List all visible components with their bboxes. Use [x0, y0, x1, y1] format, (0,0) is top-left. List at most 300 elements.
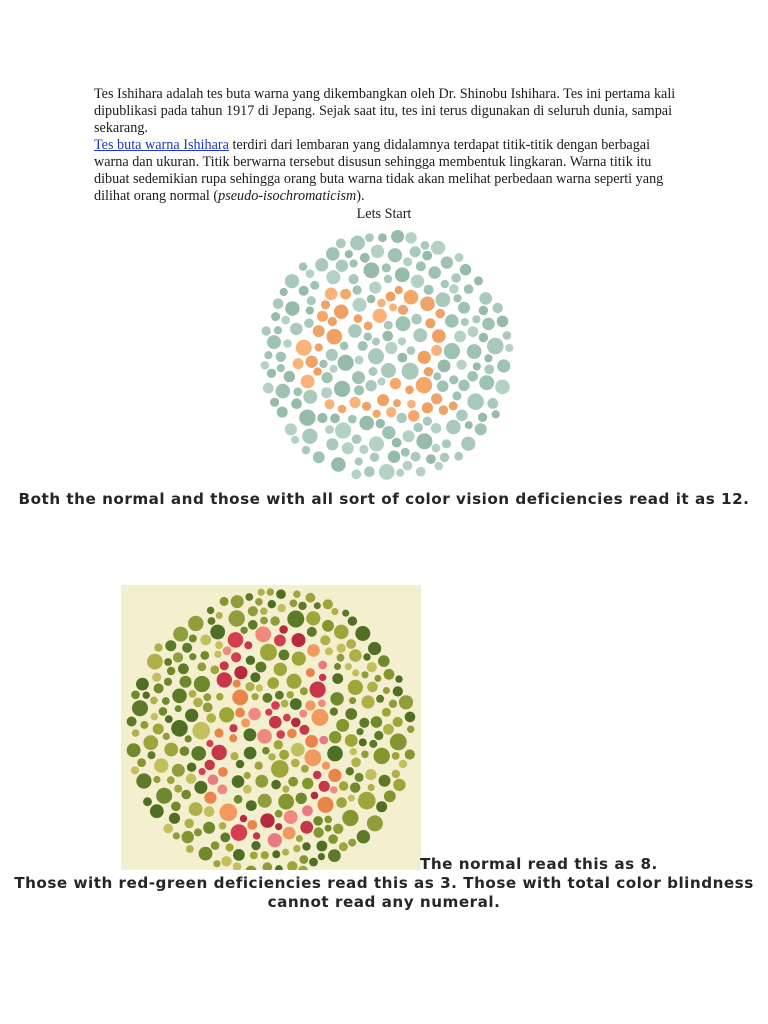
plate-8-figure-dot [328, 769, 341, 782]
plate-8-background-dot [345, 708, 357, 720]
plate-12-background-dot [302, 429, 317, 444]
plate-8-background-dot [336, 797, 347, 808]
plate-12-background-dot [454, 452, 463, 461]
plate-8-background-dot [291, 759, 300, 768]
plate-8-background-dot [389, 700, 397, 708]
plate-12-background-dot [472, 315, 480, 323]
plate-8-background-dot [275, 810, 283, 818]
plate-8-figure-dot [220, 804, 238, 822]
plate-12-background-dot [465, 421, 473, 429]
plate-12-background-dot [367, 295, 376, 304]
plate-12-background-dot [263, 383, 274, 394]
plate-8-background-dot [279, 650, 290, 661]
plate-8-background-dot [220, 597, 229, 606]
plate-8-background-dot [194, 676, 210, 692]
plate-8-background-dot [271, 780, 281, 790]
plate-8-figure-dot [212, 745, 227, 760]
plate-8-background-dot [206, 713, 216, 723]
plate-8-figure-dot [310, 682, 326, 698]
plate-12-figure-dot [398, 305, 408, 315]
plate-12-background-dot [270, 398, 279, 407]
plate-8-background-dot [272, 850, 280, 858]
plate-12-background-dot [359, 445, 368, 454]
plate-8-background-dot [345, 663, 352, 670]
plate-12-background-dot [355, 356, 364, 365]
plate-12-background-dot [416, 261, 426, 271]
plate-8-background-dot [255, 762, 263, 770]
plate-12-background-dot [350, 236, 365, 251]
plate-8-background-dot [207, 607, 214, 614]
plate-12-background-dot [464, 284, 474, 294]
plate-8-figure-dot [330, 786, 337, 793]
plate-8-figure-dot [253, 832, 260, 839]
plate-8-background-dot [197, 662, 206, 671]
plate-8-background-dot [151, 713, 158, 720]
plate-12-figure-dot [334, 305, 348, 319]
plate-8-background-dot [393, 686, 403, 696]
plate-12-figure-dot [416, 377, 432, 393]
plate-12-background-dot [317, 413, 327, 423]
plate-12-figure-dot [373, 309, 387, 323]
plate-12-background-dot [299, 286, 309, 296]
plate-12-background-dot [436, 292, 451, 307]
plate-8-figure-dot [302, 805, 313, 816]
plate-8-figure-dot [257, 729, 272, 744]
plate-8-background-dot [306, 593, 316, 603]
plate-8-figure-dot [276, 730, 285, 739]
plate-8-figure-dot [233, 680, 241, 688]
intro-paragraph-1: Tes Ishihara adalah tes buta warna yang dikembangkan oleh Dr. Shinobu Ishihara. Tes ini pertama kali dipublikasi pada tahun 1917 di Jepang. Sejak saat itu, tes ini terus digunakan di seluruh dunia, sampai sekarang. [94, 86, 676, 136]
plate-8-background-dot [252, 693, 259, 700]
plate-8-background-dot [382, 708, 391, 717]
plate-12-background-dot [322, 372, 333, 383]
plate-8-background-dot [140, 721, 148, 729]
plate-8-background-dot [348, 680, 363, 695]
plate-8-background-dot [267, 588, 274, 595]
plate-8-background-dot [180, 746, 190, 756]
plate-8-background-dot [164, 743, 178, 757]
plate-12-background-dot [413, 423, 423, 433]
plate-8-background-dot [189, 635, 197, 643]
plate-12-background-dot [307, 296, 316, 305]
plate-12-figure-dot [389, 303, 397, 311]
plate-8-background-dot [194, 781, 207, 794]
plate-8-background-dot [182, 831, 194, 843]
plate-12-background-dot [364, 333, 372, 341]
plate-12-background-dot [434, 462, 443, 471]
plate-12-background-dot [310, 281, 319, 290]
plate-12-background-dot [484, 365, 494, 375]
plate-8-background-dot [255, 598, 263, 606]
plate-12-figure-dot [435, 309, 445, 319]
plate-12-background-dot [276, 352, 286, 362]
plate-8-background-dot [127, 717, 137, 727]
plate-12-background-dot [398, 337, 406, 345]
plate-12-background-dot [460, 264, 471, 275]
plate-8-background-dot [185, 735, 192, 742]
plate-8-figure-dot [241, 718, 250, 727]
plate-12-figure-dot [449, 401, 458, 410]
plate-8-background-dot [342, 810, 358, 826]
plate-8-figure-dot [229, 724, 237, 732]
plate-12-background-dot [359, 416, 374, 431]
plate-8-figure-dot [284, 810, 298, 824]
plate-12-background-dot [331, 457, 346, 472]
plate-8-background-dot [175, 705, 182, 712]
plate-12-background-dot [411, 275, 424, 288]
plate-8-background-dot [298, 602, 306, 610]
plate-12-figure-dot [404, 290, 419, 305]
plate-8-background-dot [245, 682, 254, 691]
plate-12-figure-dot [377, 299, 386, 308]
plate-12-background-dot [381, 363, 396, 378]
plate-8-background-dot [226, 843, 234, 851]
plate-12-background-dot [405, 232, 416, 243]
plate-12-background-dot [413, 328, 427, 342]
plate-8-background-dot [323, 599, 333, 609]
plate-8-figure-dot [322, 762, 330, 770]
plate-12-figure-dot [405, 386, 414, 395]
plate-8-background-dot [165, 715, 173, 723]
plate-8-background-dot [256, 662, 267, 673]
plate-12-figure-dot [377, 394, 389, 406]
plate-8-background-dot [162, 697, 170, 705]
plate-8-background-dot [378, 655, 390, 667]
plate-12-background-dot [345, 250, 353, 258]
plate-12-background-dot [401, 448, 410, 457]
plate-8-figure-dot [306, 668, 315, 677]
plate-8-figure-dot [268, 833, 282, 847]
plate-8-figure-dot [291, 718, 301, 728]
plate-8-background-dot [293, 591, 300, 598]
plate-8-background-dot [173, 627, 188, 642]
plate-8-figure-dot [311, 792, 319, 800]
plate-8-figure-dot [206, 740, 213, 747]
plate-12-background-dot [479, 375, 494, 390]
plate-12-background-dot [487, 398, 498, 409]
plate-12-background-dot [353, 285, 362, 294]
plate-8-background-dot [150, 697, 158, 705]
plate-12-background-dot [369, 436, 384, 451]
plate-12-background-dot [424, 285, 434, 295]
plate-12-background-dot [478, 413, 487, 422]
plate-8-background-dot [187, 763, 196, 772]
plate-8-figure-dot [228, 632, 244, 648]
intro-text [94, 86, 679, 205]
plate-12-background-dot [326, 270, 340, 284]
plate-8-background-dot [194, 828, 202, 836]
plate-12-background-dot [382, 331, 393, 342]
plate-8-background-dot [208, 617, 216, 625]
plate-8-caption-deficiency: Those with red-green deficiencies read this as 3. Those with total color blindness cannot read any numeral. [14, 874, 754, 911]
plate-8-background-dot [167, 776, 175, 784]
plate-12-background-dot [479, 333, 488, 342]
plate-8-background-dot [274, 663, 287, 676]
plate-8-background-dot [302, 778, 313, 789]
plate-8-figure-dot [318, 797, 334, 813]
plate-12-background-dot [291, 436, 299, 444]
plate-8-background-dot [268, 753, 275, 760]
plate-8-background-dot [407, 726, 414, 733]
plate-8-background-dot [399, 695, 413, 709]
plate-12-figure-dot [325, 399, 335, 409]
plate-8-background-dot [143, 797, 152, 806]
plate-8-background-dot [371, 716, 383, 728]
plate-12-background-dot [378, 378, 386, 386]
plate-12-figure-dot [328, 317, 337, 326]
plate-12-background-dot [306, 306, 314, 314]
intro-term-italic: pseudo-isochromaticism [218, 188, 357, 204]
plate-8-background-dot [282, 786, 289, 793]
plate-12-background-dot [431, 241, 445, 255]
plate-8-background-dot [256, 684, 263, 691]
plate-8-background-dot [296, 835, 303, 842]
plate-8-background-dot [248, 620, 258, 630]
plate-12-background-dot [342, 442, 354, 454]
plate-8-background-dot [329, 731, 341, 743]
plate-8-figure-dot [299, 710, 307, 718]
ishihara-link[interactable]: Tes buta warna Ishihara [94, 137, 229, 153]
plate-8-background-dot [251, 841, 260, 850]
plate-8-background-dot [154, 643, 162, 651]
plate-8-background-dot [318, 853, 325, 860]
plate-8-background-dot [181, 790, 191, 800]
plate-12-dots [261, 230, 514, 480]
plate-12-background-dot [335, 422, 351, 438]
plate-8-figure-dot [305, 735, 318, 748]
plate-8-background-dot [214, 651, 221, 658]
plate-12-background-dot [416, 467, 426, 477]
plate-8-background-dot [367, 815, 383, 831]
plate-8-background-dot [244, 728, 257, 741]
plate-8-background-dot [357, 830, 370, 843]
plate-12-figure-dot [301, 375, 315, 389]
plate-8-background-dot [163, 824, 173, 834]
plate-12-background-dot [396, 469, 404, 477]
plate-8-background-dot [250, 672, 260, 682]
plate-12-background-dot [421, 241, 430, 250]
plate-8-background-dot [320, 635, 330, 645]
plate-12-figure-dot [386, 407, 396, 417]
plate-8-background-dot [215, 641, 223, 649]
plate-12-figure-dot [315, 343, 323, 351]
plate-8-background-dot [288, 777, 298, 787]
plate-12-background-dot [354, 385, 364, 395]
plate-12-background-dot [299, 410, 315, 426]
plate-8-background-dot [330, 692, 343, 705]
plate-8-background-dot [255, 775, 268, 788]
plate-8-background-dot [203, 822, 215, 834]
plate-8-background-dot [328, 849, 341, 862]
plate-8-background-dot [287, 674, 302, 689]
plate-12-background-dot [484, 354, 492, 362]
plate-8-figure-dot [318, 700, 326, 708]
plate-8-background-dot [367, 682, 378, 693]
plate-8-background-dot [287, 691, 294, 698]
plate-8-background-dot [356, 728, 363, 735]
plate-12-background-dot [276, 384, 291, 399]
plate-8-background-dot [132, 700, 148, 716]
plate-8-background-dot [299, 855, 308, 864]
plate-8-background-dot [232, 775, 245, 788]
plate-12-background-dot [271, 312, 280, 321]
plate-8-background-dot [290, 599, 298, 607]
plate-8-background-dot [322, 620, 334, 632]
plate-12-background-dot [369, 282, 381, 294]
plate-8-figure-dot [274, 635, 286, 647]
plate-8-background-dot [131, 691, 140, 700]
plate-8-figure-dot [311, 709, 328, 726]
plate-12-background-dot [444, 343, 460, 359]
plate-8-background-dot [313, 827, 323, 837]
plate-12-background-dot [340, 342, 349, 351]
plate-12-background-dot [326, 438, 338, 450]
plate-12-background-dot [402, 363, 419, 380]
plate-8-background-dot [399, 760, 407, 768]
plate-12-background-dot [365, 233, 374, 242]
plate-8-background-dot [244, 747, 257, 760]
plate-12-background-dot [451, 273, 461, 283]
plate-8-background-dot [279, 750, 289, 760]
plate-12-background-dot [416, 433, 432, 449]
plate-8-background-dot [127, 743, 141, 757]
plate-8-background-dot [258, 589, 265, 596]
plate-12-figure-dot [325, 288, 338, 301]
plate-8-background-dot [245, 593, 253, 601]
plate-8-background-dot [210, 665, 219, 674]
plate-12-background-dot [277, 407, 288, 418]
plate-8-background-dot [211, 841, 220, 850]
plate-8-background-dot [191, 746, 206, 761]
plate-8-figure-dot [313, 771, 321, 779]
plate-12-background-dot [403, 461, 413, 471]
plate-8-background-dot [260, 644, 277, 661]
plate-12-background-dot [334, 381, 350, 397]
plate-12-background-dot [382, 263, 391, 272]
plate-8-background-dot [281, 700, 289, 708]
plate-8-figure-dot [265, 709, 272, 716]
plate-8-background-dot [359, 738, 367, 746]
plate-12-figure-dot [313, 367, 321, 375]
lets-start-label: Lets Start [356, 206, 412, 222]
plate-8-background-dot [292, 652, 306, 666]
plate-12-background-dot [449, 284, 458, 293]
plate-12-background-dot [358, 341, 368, 351]
plate-12-background-dot [267, 369, 276, 378]
plate-12-figure-dot [338, 405, 347, 414]
plate-12-background-dot [497, 359, 510, 372]
plate-8-background-dot [188, 616, 203, 631]
plate-12-background-dot [353, 298, 367, 312]
intro-paragraph-2-text: terdiri dari lembaran yang didalamnya terdapat titik-titik dengan berbagai warna dan ukuran. Titik berwarna tersebut disusun sehingga membentuk lingkaran. Warna titik itu dibuat sedemikian rupa sehingga orang buta warna tidak akan melihat perbedaan warna seperti yang dilihat orang normal ( [94, 137, 664, 204]
plate-12-background-dot [403, 257, 412, 266]
plate-12-background-dot [352, 434, 362, 444]
plate-12-background-dot [396, 316, 411, 331]
plate-12-background-dot [364, 466, 375, 477]
plate-8-background-dot [405, 712, 416, 723]
plate-12-background-dot [376, 419, 385, 428]
plate-8-background-dot [216, 693, 223, 700]
plate-8-background-dot [348, 616, 357, 625]
plate-12-background-dot [303, 390, 317, 404]
plate-12-background-dot [428, 266, 441, 279]
plate-12-background-dot [379, 464, 395, 480]
plate-8-background-dot [230, 752, 238, 760]
plate-8-background-dot [246, 800, 257, 811]
plate-8-background-dot [263, 693, 273, 703]
plate-12-background-dot [437, 380, 449, 392]
plate-8-background-dot [368, 784, 375, 791]
plate-8-background-dot [193, 698, 203, 708]
plate-12-background-dot [474, 276, 483, 285]
plate-12-background-dot [262, 326, 271, 335]
plate-12-background-dot [302, 446, 310, 454]
plate-8-background-dot [143, 735, 158, 750]
plate-12-background-dot [423, 417, 432, 426]
plate-12-background-dot [364, 262, 380, 278]
plate-8-background-dot [361, 671, 368, 678]
plate-12-figure-dot [386, 292, 396, 302]
plate-8-background-dot [328, 834, 338, 844]
plate-8-figure-dot [283, 827, 296, 840]
plate-8-background-dot [348, 839, 356, 847]
plate-12-background-dot [391, 230, 404, 243]
plate-8-background-dot [395, 675, 402, 682]
plate-8-background-dot [137, 758, 146, 767]
plate-12-figure-dot [439, 405, 449, 415]
plate-8-figure-dot [217, 672, 232, 687]
plate-12-background-dot [487, 338, 504, 355]
plate-12-figure-dot [354, 314, 363, 323]
plate-12-background-dot [368, 348, 384, 364]
ishihara-plate-8 [121, 585, 421, 870]
plate-12-background-dot [446, 420, 461, 435]
plate-8-background-dot [182, 643, 192, 653]
plate-8-background-dot [390, 734, 407, 751]
plate-12-background-dot [326, 247, 340, 261]
plate-8-background-dot [243, 785, 252, 794]
plate-8-background-dot [229, 610, 245, 626]
plate-8-background-dot [234, 795, 243, 804]
plate-8-background-dot [290, 698, 302, 710]
plate-8-background-dot [167, 667, 175, 675]
plate-8-background-dot [231, 595, 244, 608]
plate-8-background-dot [349, 649, 362, 662]
plate-12-background-dot [433, 372, 441, 380]
plate-12-background-dot [411, 314, 422, 325]
plate-8-background-dot [337, 654, 345, 662]
plate-8-figure-dot [248, 708, 261, 721]
plate-8-background-dot [348, 795, 355, 802]
plate-8-background-dot [334, 663, 341, 670]
plate-8-figure-dot [269, 716, 282, 729]
plate-12-background-dot [330, 413, 340, 423]
plate-12-background-dot [315, 258, 328, 271]
plate-8-background-dot [178, 663, 189, 674]
plate-8-background-dot [131, 766, 139, 774]
plate-12-background-dot [388, 248, 402, 262]
intro-paragraph-2 [94, 137, 679, 205]
plate-8-background-dot [152, 673, 161, 682]
plate-12-background-dot [355, 458, 363, 466]
plate-8-background-dot [189, 690, 197, 698]
plate-8-background-dot [306, 611, 320, 625]
plate-12-background-dot [467, 344, 482, 359]
plate-12-background-dot [306, 269, 315, 278]
plate-12-figure-dot [362, 402, 371, 411]
plate-8-background-dot [346, 639, 356, 649]
plate-8-background-dot [154, 758, 168, 772]
